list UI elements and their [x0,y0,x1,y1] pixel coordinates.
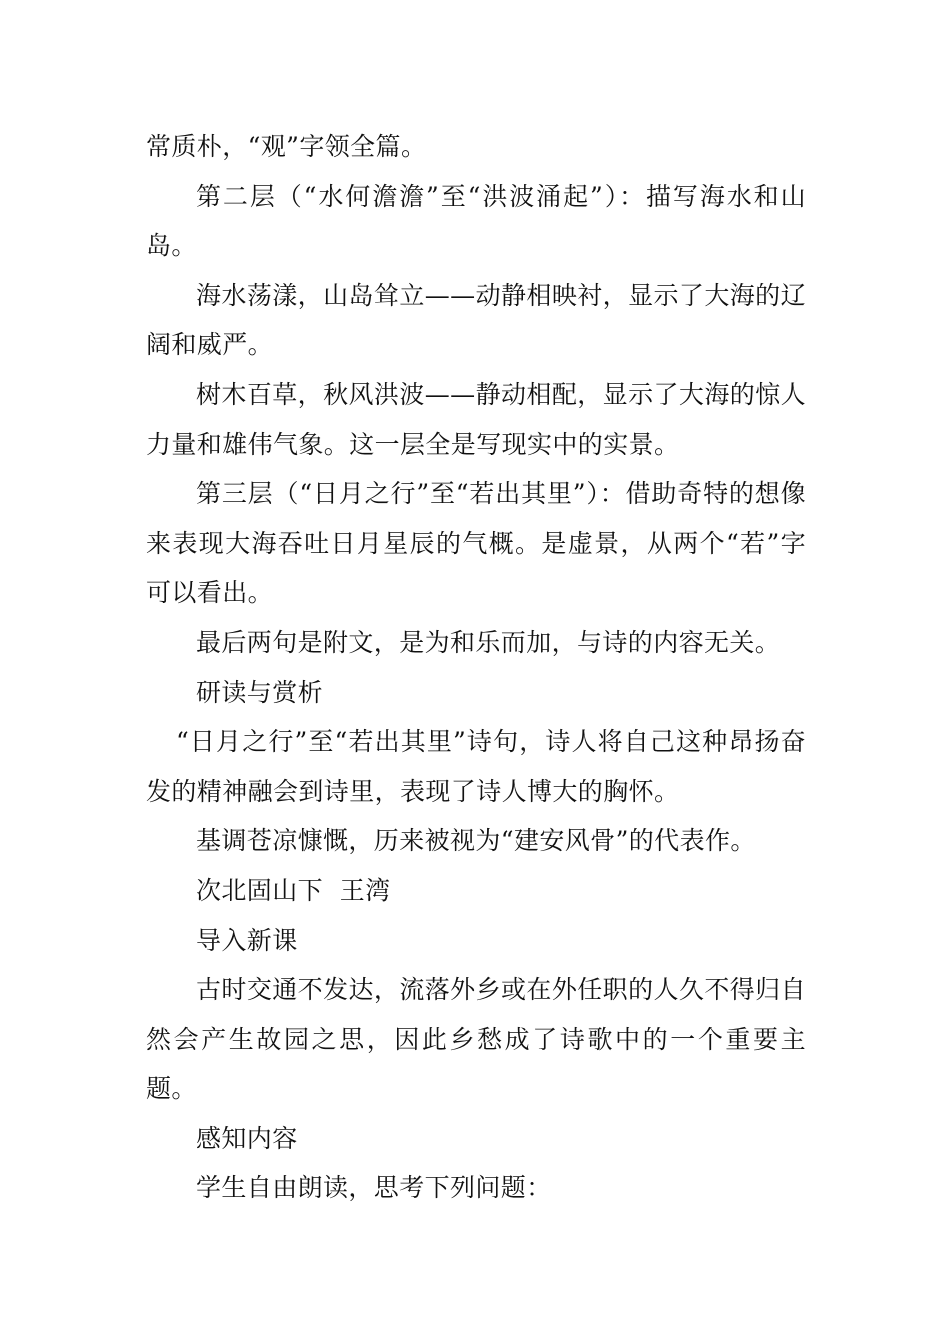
poem-title-author: 次北固山下 王湾 [196,875,391,905]
paragraph-8: “日月之行”至“若出其里”诗句，诗人将自己这种昂扬奋发的精神融会到诗里，表现了诗人博大的胸怀。 [146,727,806,806]
paragraph-9: 基调苍凉慷慨，历来被视为“建安风骨”的代表作。 [196,826,756,856]
paragraph-4: 树木百草，秋风洪波——静动相配，显示了大海的惊人力量和雄伟气象。这一层全是写现实中的实景。 [146,379,806,459]
paragraph-12: 古时交通不发达，流落外乡或在外任职的人久不得归自然会产生故园之思，因此乡愁成了诗歌中的一个重要主题。 [146,975,806,1104]
paragraph-2: 第二层（“水何澹澹”至“洪波涌起”）：描写海水和山岛。 [146,181,806,261]
section-heading-perception: 感知内容 [196,1123,298,1153]
paragraph-6: 最后两句是附文，是为和乐而加，与诗的内容无关。 [196,627,781,657]
document-body [146,122,806,1213]
section-heading-analysis: 研读与赏析 [196,677,324,707]
paragraph-1: 常质朴，“观”字领全篇。 [146,132,427,161]
section-heading-intro: 导入新课 [196,925,298,955]
paragraph-3: 海水荡漾，山岛耸立——动静相映衬，显示了大海的辽阔和威严。 [146,280,806,360]
paragraph-5: 第三层（“日月之行”至“若出其里”）：借助奇特的想像来表现大海吞吐日月星辰的气概。是虚景，从两个“若”字可以看出。 [146,479,806,608]
paragraph-14: 学生自由朗读，思考下列问题： [196,1173,552,1203]
